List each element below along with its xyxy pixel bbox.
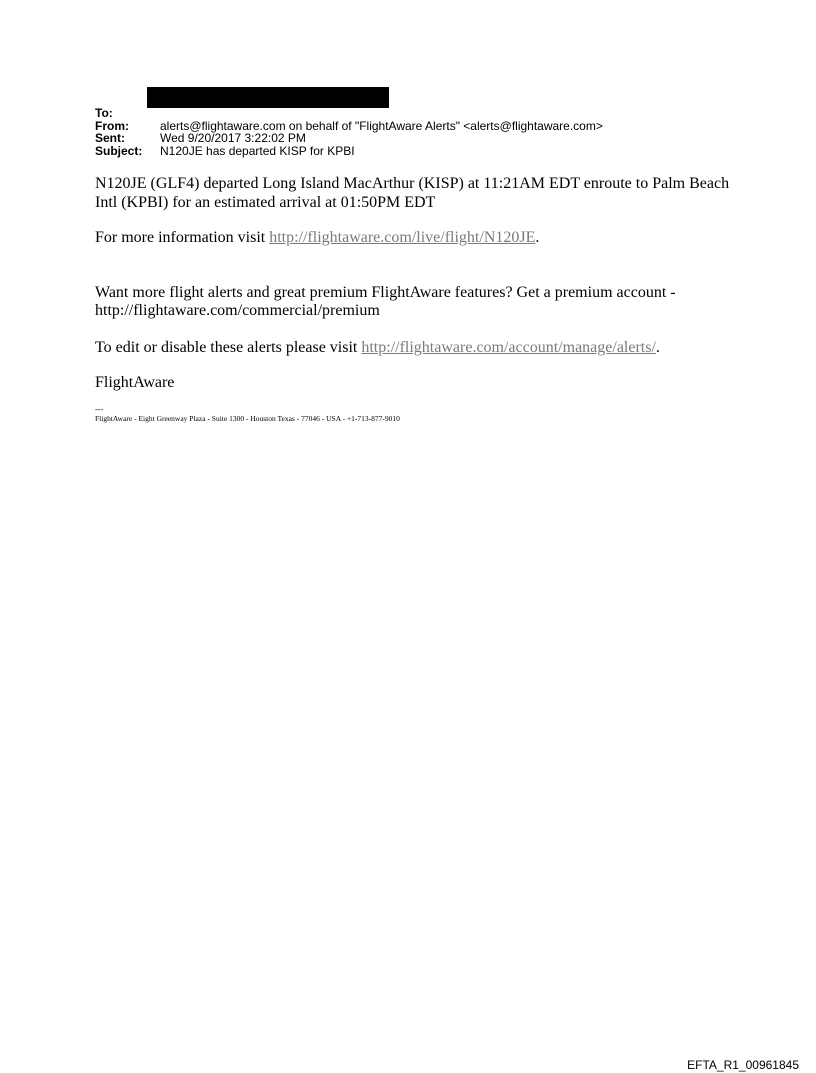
subject-row [95,145,603,158]
sent-value: Wed 9/20/2017 3:22:02 PM [160,131,306,145]
sent-label: Sent: [95,131,125,145]
flight-tracking-link[interactable]: http://flightaware.com/live/flight/N120JE [269,229,536,246]
departure-notice: N120JE (GLF4) departed Long Island MacArthur (KISP) at 11:21AM EDT enroute to Palm Beach Intl (KPBI) for an estimated arrival at 01:50PM EDT [95,175,730,211]
redacted-recipient [147,87,389,108]
signature: FlightAware [95,374,175,391]
to-row [95,96,603,120]
edit-prefix: To edit or disable these alerts please visit [95,338,362,356]
subject-value: N120JE has departed KISP for KPBI [160,143,355,158]
to-label: To: [95,106,113,120]
email-header [95,96,603,157]
edit-alerts-paragraph [95,339,735,358]
edit-suffix: . [655,338,660,356]
manage-alerts-link[interactable]: http://flightaware.com/account/manage/alerts/ [361,338,656,356]
more-info-prefix: For more information visit [95,229,270,246]
footer-separator: --- [95,404,103,414]
from-value: alerts@flightaware.com on behalf of "FlightAware Alerts" <alerts@flightaware.com> [160,118,603,133]
from-label: From: [95,118,129,133]
subject-label: Subject: [95,143,143,158]
premium-promo: Want more flight alerts and great premium FlightAware features? Get a premium account - http://flightaware.com/commercial/premium [95,283,676,319]
email-body [95,175,735,424]
document-id: EFTA_R1_00961845 [687,1058,799,1072]
footer-address: FlightAware - Eight Greenway Plaza - Suite 1300 - Houston Texas - 77046 - USA - +1-713-877-9010 [95,413,400,423]
sent-row [95,132,603,145]
more-info-paragraph [95,229,735,248]
more-info-suffix: . [535,229,540,246]
